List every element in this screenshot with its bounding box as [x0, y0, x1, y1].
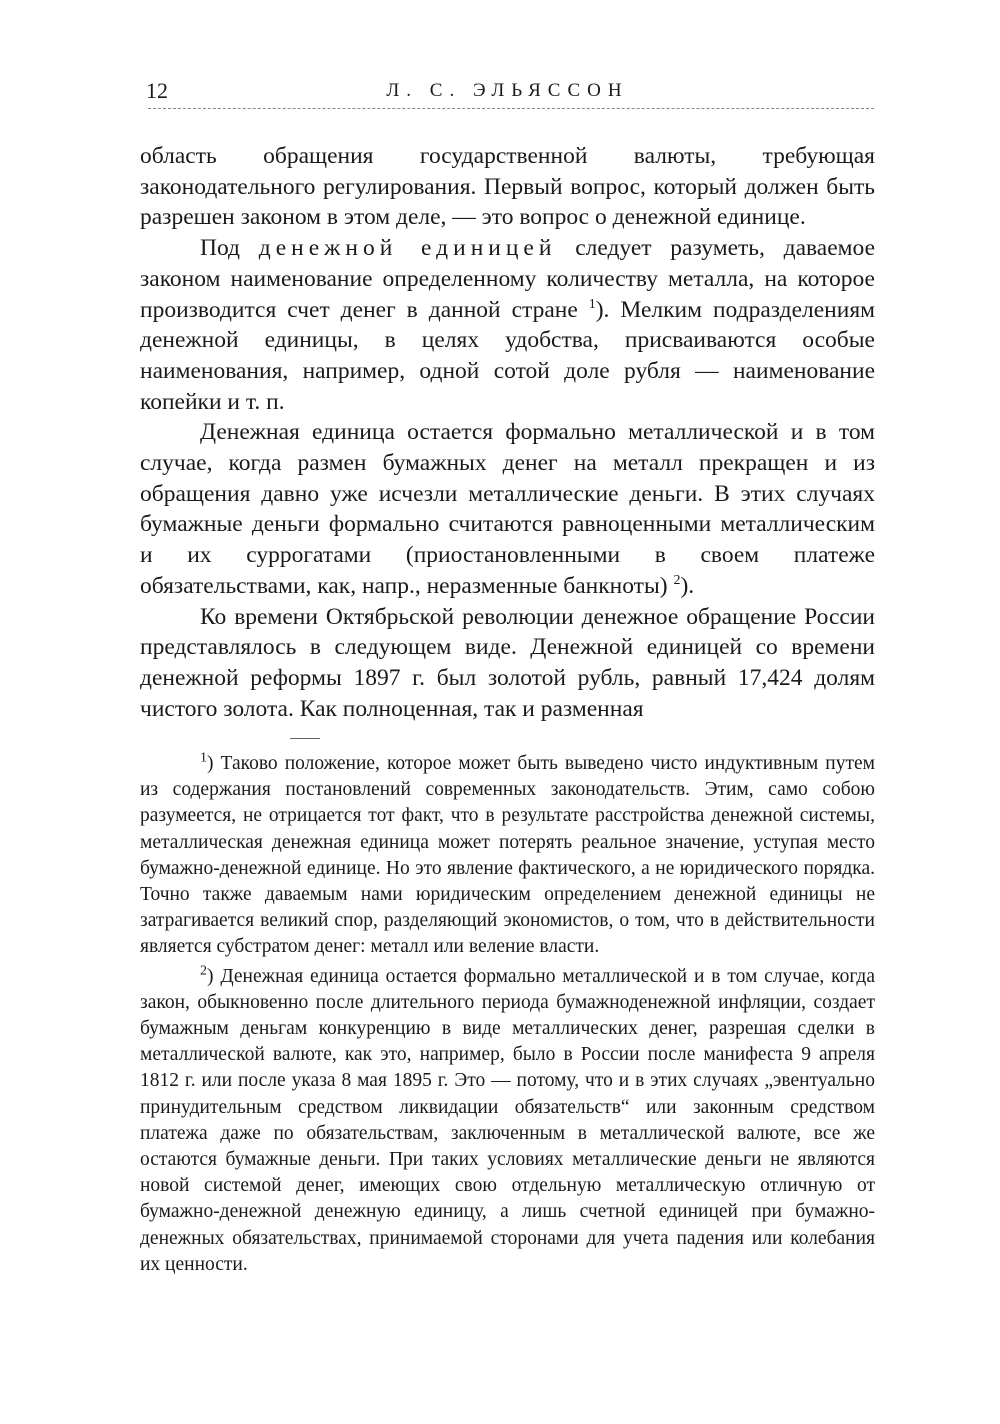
paragraph-2-end: ). Мелким подразделениям денежной единицы, в целях удобства, присваиваются особые наименования, например, одной сотой доле рубля — наименование копейки и т. п. [140, 296, 875, 415]
paragraph-3 [140, 417, 875, 601]
emphasized-term: денежной единицей [258, 235, 557, 262]
header-rule [148, 108, 874, 109]
paragraph-2 [140, 233, 875, 417]
paragraph-3-end: ). [680, 572, 695, 599]
footnote-ref-1: 1 [588, 296, 596, 312]
footnotes [140, 751, 875, 1281]
footnote-2-text: ) Денежная единица остается формально металлической и в том случае, когда закон, обыкновенно после длительного периода бумажноденежной инфляции, создает бумажным деньгам конкуренцию в виде металлических денег, разрешая сделки в металлической валюте, как это, например, было в России после манифеста 9 апреля 1812 г. или после указа 8 мая 1895 г. Это — потому, что и в этих случаях „эвентуально принудительным средством ликвидации обязательств“ или законным средством платежа даже по обязательствам, заключенным в металлической валюте, все же остаются бумажные деньги. При таких условиях металлические деньги не являются новой системой денег, имеющих свою отдельную металлическую отличную от бумажно-денежной денежную единицу, а лишь счетной единицей при бумажно-денежных обязательствах, принимаемой сторонами для учета падения или колебания их ценности. [140, 965, 875, 1275]
main-text [140, 141, 875, 724]
paragraph-2-start: Под [200, 235, 241, 262]
footnote-1-marker: 1 [200, 750, 207, 766]
footnote-1 [140, 751, 875, 961]
paragraph-2-middle: следует разуметь, даваемое законом наименование определенному количеству металла, на которое производится счет денег в данной стране [140, 235, 876, 323]
paragraph-1: область обращения государственной валюты, требующая законодательного регулирования. Первый вопрос, который должен быть разрешен законом в этом деле, — это вопрос о денежной единице. [140, 143, 875, 231]
paragraph-4: Ко времени Октябрьской революции денежное обращение России представлялось в следующем виде. Денежной единицей со времени денежной реформы 1897 г. был золотой рубль, равный 17,424 долям чистого золота. Как полноценная, так и разменная [140, 603, 875, 722]
footnote-ref-2: 2 [673, 573, 681, 589]
footnote-2 [140, 964, 875, 1278]
footnote-2-marker: 2 [200, 963, 207, 979]
paragraph-3-text: Денежная единица остается формально металлической и в том случае, когда размен бумажных денег на металл прекращен и из обращения давно уже исчезли металлические деньги. В этих случаях бумажные деньги формально считаются равноценными металлическим и их суррогатами (приостановленными в своем платеже обязательствами, как, напр., неразменные банкноты) [140, 419, 875, 599]
running-head: Л. С. ЭЛЬЯССОН [386, 80, 629, 101]
footnote-rule [290, 738, 320, 739]
page-number: 12 [146, 78, 168, 103]
footnote-1-text: ) Таково положение, которое может быть выведено чисто индуктивным путем из содержания постановлений современных законодательств. Этим, само собою разумеется, не отрицается тот факт, что в результате расстройства денежной системы, металлическая денежная единица может потерять реальное значение, уступая место бумажно-денежной единице. Но это явление фактического, а не юридического порядка. Точно также даваемым нами юридическим определением денежной единицы не затрагивается великий спор, разделяющий экономистов, о том, что в действительности является субстратом денег: металл или веление власти. [140, 753, 875, 958]
page-header [140, 78, 875, 108]
